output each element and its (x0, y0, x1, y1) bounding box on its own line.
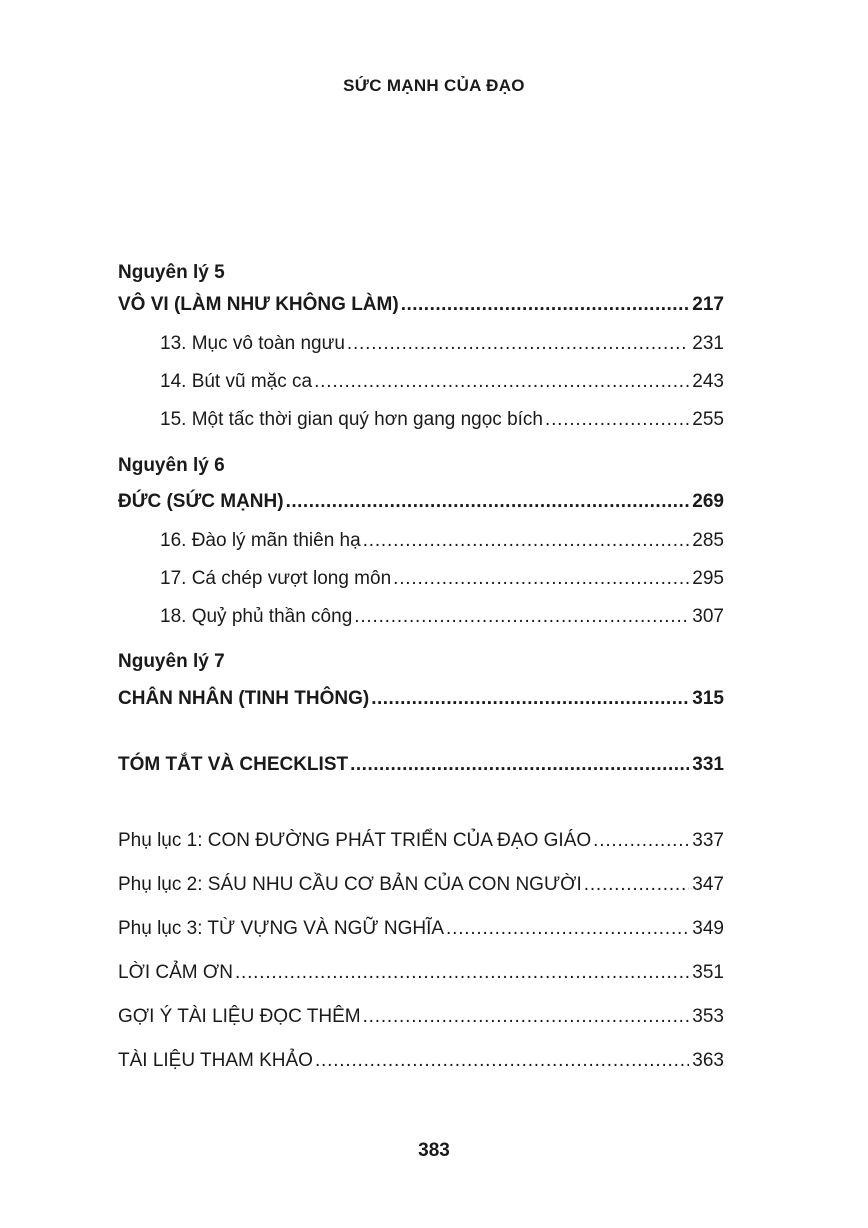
dot-leader (347, 333, 689, 355)
toc-entry-chapter-15[interactable] (160, 409, 724, 431)
dot-leader (315, 1050, 689, 1072)
toc-entry-page: 285 (692, 530, 724, 551)
toc-entry-references[interactable] (118, 1050, 724, 1072)
toc-entry-page: 347 (692, 874, 724, 895)
dot-leader (314, 371, 689, 393)
dot-leader (350, 754, 689, 776)
dot-leader (446, 918, 689, 940)
toc-entry-title: VÔ VI (LÀM NHƯ KHÔNG LÀM) (118, 294, 399, 315)
toc-entry-principle-6[interactable] (118, 491, 724, 513)
part-heading-5: Nguyên lý 5 (118, 262, 225, 283)
page-number: 383 (418, 1140, 450, 1161)
running-header: SỨC MẠNH CỦA ĐẠO (343, 76, 525, 95)
toc-entry-title: 15. Một tấc thời gian quý hơn gang ngọc bích (160, 409, 543, 430)
toc-entry-page: 337 (692, 830, 724, 851)
toc-entry-title: ĐỨC (SỨC MẠNH) (118, 491, 284, 512)
toc-entry-title: TÓM TẮT VÀ CHECKLIST (118, 754, 349, 775)
toc-entry-page: 315 (692, 688, 724, 709)
toc-entry-principle-7[interactable] (118, 688, 724, 710)
dot-leader (593, 830, 689, 852)
toc-entry-title: 14. Bút vũ mặc ca (160, 371, 313, 392)
toc-entry-title: 16. Đào lý mãn thiên hạ (160, 530, 361, 551)
toc-entry-title: Phụ lục 2: SÁU NHU CẦU CƠ BẢN CỦA CON NGƯỜI (118, 874, 582, 895)
toc-entry-principle-5[interactable] (118, 294, 724, 316)
toc-entry-title: Phụ lục 1: CON ĐƯỜNG PHÁT TRIỂN CỦA ĐẠO GIÁO (118, 830, 592, 851)
dot-leader (371, 688, 689, 710)
dot-leader (363, 1006, 690, 1028)
dot-leader (545, 409, 689, 431)
toc-entry-chapter-17[interactable] (160, 568, 724, 590)
part-heading-7: Nguyên lý 7 (118, 651, 225, 672)
toc-entry-appendix-2[interactable] (118, 874, 724, 896)
toc-entry-page: 349 (692, 918, 724, 939)
toc-entry-page: 353 (692, 1006, 724, 1027)
toc-entry-title: 18. Quỷ phủ thần công (160, 606, 353, 627)
toc-entry-page: 363 (692, 1050, 724, 1071)
toc-entry-page: 307 (692, 606, 724, 627)
toc-entry-chapter-14[interactable] (160, 371, 724, 393)
toc-entry-title: GỢI Ý TÀI LIỆU ĐỌC THÊM (118, 1006, 361, 1027)
dot-leader (363, 530, 690, 552)
toc-entry-page: 351 (692, 962, 724, 983)
toc-entry-appendix-1[interactable] (118, 830, 724, 852)
dot-leader (286, 491, 690, 513)
toc-entry-chapter-13[interactable] (160, 333, 724, 355)
toc-entry-title: 13. Mục vô toàn ngưu (160, 333, 345, 354)
toc-entry-further-reading[interactable] (118, 1006, 724, 1028)
toc-entry-appendix-3[interactable] (118, 918, 724, 940)
toc-entry-page: 255 (692, 409, 724, 430)
toc-entry-chapter-18[interactable] (160, 606, 724, 628)
toc-entry-page: 231 (692, 333, 724, 354)
toc-entry-title: TÀI LIỆU THAM KHẢO (118, 1050, 313, 1071)
dot-leader (401, 294, 690, 316)
dot-leader (584, 874, 690, 896)
toc-entry-page: 243 (692, 371, 724, 392)
toc-entry-page: 217 (692, 294, 724, 315)
toc-entry-acknowledgements[interactable] (118, 962, 724, 984)
toc-entry-title: CHÂN NHÂN (TINH THÔNG) (118, 688, 370, 709)
toc-entry-page: 269 (692, 491, 724, 512)
toc-entry-title: 17. Cá chép vượt long môn (160, 568, 392, 589)
toc-entry-title: Phụ lục 3: TỪ VỰNG VÀ NGỮ NGHĨA (118, 918, 445, 939)
dot-leader (235, 962, 689, 984)
part-heading-6: Nguyên lý 6 (118, 455, 225, 476)
toc-entry-title: LỜI CẢM ƠN (118, 962, 233, 983)
toc-entry-page: 295 (692, 568, 724, 589)
dot-leader (393, 568, 689, 590)
toc-entry-summary[interactable] (118, 754, 724, 776)
toc-entry-page: 331 (692, 754, 724, 775)
dot-leader (354, 606, 689, 628)
toc-entry-chapter-16[interactable] (160, 530, 724, 552)
